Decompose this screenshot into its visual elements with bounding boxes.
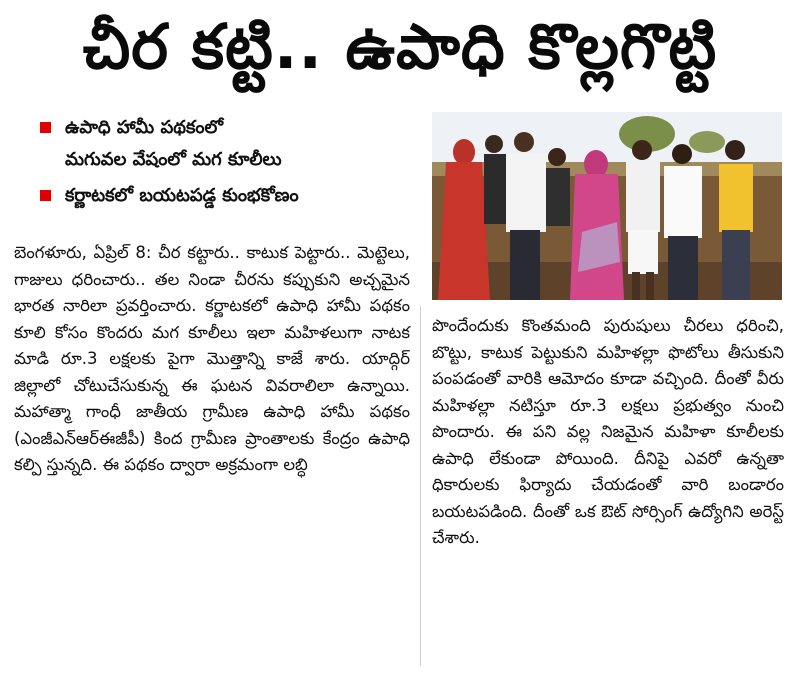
subheadline-bullets	[40, 112, 430, 212]
red-square-bullet-icon	[40, 190, 51, 201]
bullet-item	[40, 112, 430, 176]
article-column-left	[14, 240, 410, 479]
news-photo	[432, 112, 782, 300]
article-column-right	[432, 313, 784, 552]
headline: చీర కట్టి.. ఉపాధి కొల్లగొట్టి	[82, 10, 718, 83]
bullet-line: కర్ణాటకలో బయటపడ్డ కుంభకోణం	[65, 185, 299, 206]
article-text: బెంగళూరు, ఏప్రిల్ 8: చీర కట్టారు.. కాటుక పెట్టారు.. మెట్టెలు, గాజులు ధరించారు.. తల నిండా చీరను కప్పుకుని అచ్చమైన భారత నారిలా ప్రవర్తించారు. కర్ణాటకలో ఉపాధి హామీ పథకం కూలి కోసం కొందరు మగ కూలీలు ఇలా మహిళలుగా నాటక మాడి రూ.3 లక్షలకు పైగా మొత్తాన్ని కాజే శారు. యాద్గిర్ జిల్లాలో చోటుచేసుకున్న ఈ ఘటన వివరాలిలా ఉన్నాయి. మహాత్మా గాంధీ జాతీయ గ్రామీణ ఉపాధి హామీ పథకం (ఎంజీఎన్ఆర్ఈజీపీ) కింద గ్రామీణ ప్రాంతాలకు కేంద్రం ఉపాధి కల్పి స్తున్నది. ఈ పథకం ద్వారా అక్రమంగా లబ్ధి	[14, 243, 410, 474]
bullet-line: మగువల వేషంలో మగ కూలీలు	[65, 149, 282, 170]
bullet-line: ఉపాధి హామీ పథకంలో	[65, 117, 223, 138]
group-photo-illustration	[432, 112, 782, 300]
column-divider	[420, 306, 421, 666]
article-text: పొందేందుకు కొంతమంది పురుషులు చీరలు ధరించి, బొట్టు, కాటుక పెట్టుకుని మహిళల్లా ఫొటోలు తీసుకుని పంపడంతో వారికి ఆమోదం కూడా వచ్చింది. దీంతో వీరు మహిళల్లా నటిస్తూ రూ.3 లక్షలు ప్రభుత్వం నుంచి పొందారు. ఈ పని వల్ల నిజమైన మహిళా కూలీలకు ఉపాధి లేకుండా పోయింది. దీనిపై ఎవరో ఉన్నతా ధికారులకు ఫిర్యాదు చేయడంతో వారి బండారం బయటపడింది. దీంతో ఒక ఔట్ సోర్సింగ్ ఉద్యోగిని అరెస్ట్ చేశారు.	[432, 316, 784, 547]
bullet-item	[40, 180, 430, 212]
red-square-bullet-icon	[40, 122, 51, 133]
